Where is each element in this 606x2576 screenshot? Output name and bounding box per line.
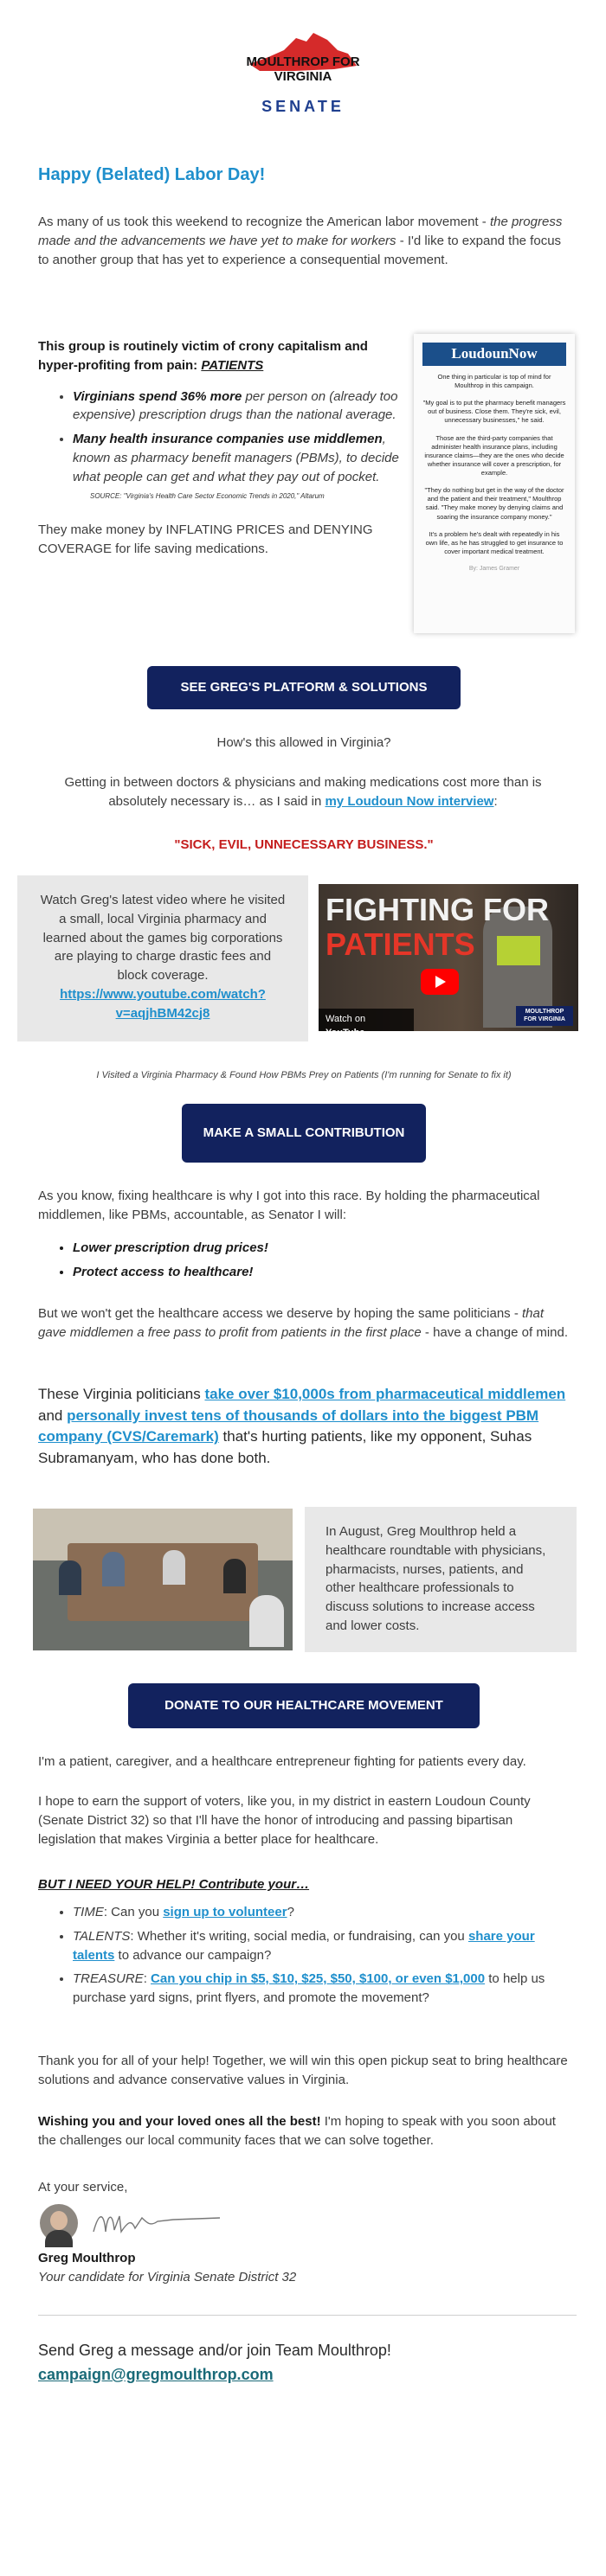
roundtable-text-box	[305, 1507, 577, 1652]
clipping-byline: By: James Gramer	[468, 566, 520, 573]
clipping-quote: "They do nothing but get in the way of the doctor and the patient and their treatment," Moulthrop said. "They make money by denying claims and soaring the insurance company money."	[424, 486, 564, 521]
pbm-investment-link[interactable]: personally invest tens of thousands of dollars into the biggest PBM company (CVS/Caremark)	[38, 1407, 539, 1445]
volunteer-link[interactable]: sign up to volunteer	[163, 1905, 287, 1919]
thumbnail-title-2: PATIENTS	[326, 926, 475, 962]
avatar	[40, 2204, 78, 2242]
chip-in-link[interactable]: Can you chip in $5, $10, $25, $50, $100, or even $1,000	[151, 1971, 486, 1987]
goals-list	[55, 1239, 558, 1287]
video-caption: I Visited a Virginia Pharmacy & Found How PBMs Prey on Patients (I'm running for Senate to fix it)	[96, 1070, 512, 1080]
between-paragraph: Getting in between doctors & physicians and making medications cost more than is absolutely necessary is… as I said in my Loudoun Now interview:	[64, 775, 542, 809]
list-item: • Many health insurance companies use middlemen, known as pharmacy benefit managers (PBMs), to decide what people can get and what they pay out of pocket.	[73, 430, 402, 486]
loudoun-interview-link[interactable]: my Loudoun Now interview	[325, 793, 494, 809]
signoff-title: Your candidate for Virginia Senate District 32	[38, 2270, 297, 2284]
thumbnail-badge: MOULTHROP FOR VIRGINIA	[516, 1006, 573, 1026]
video-description: Watch Greg's latest video where he visited a small, local Virginia pharmacy and learned about the games big corporations are playing to charge drastic fees and block coverage.	[40, 893, 286, 983]
signoff-service: At your service,	[38, 2180, 128, 2195]
source-note: SOURCE: "Virginia's Health Care Sector Economic Trends in 2020," Altarum	[90, 492, 325, 501]
newspaper-clipping	[414, 334, 575, 633]
campaign-logo	[0, 31, 606, 118]
youtube-logo-text: YouTube	[326, 1027, 365, 1038]
footer-text: Send Greg a message and/or join Team Moulthrop!	[38, 2342, 391, 2359]
logo-line1: MOULTHROP FOR	[246, 54, 360, 69]
donate-button[interactable]: DONATE TO OUR HEALTHCARE MOVEMENT	[128, 1683, 480, 1728]
victims-lead: This group is routinely victim of crony capitalism and hyper-profiting from pain: PATIENTS	[38, 339, 368, 373]
platform-button[interactable]: SEE GREG'S PLATFORM & SOLUTIONS	[147, 666, 461, 709]
video-text-box	[17, 875, 308, 1041]
list-item: • Virginians spend 36% more per person on (already too expensive) prescription drugs than the national average.	[73, 388, 402, 426]
but-we-paragraph: But we won't get the healthcare access we deserve by hoping the same politicians - that gave middlemen a free pass to profit from patients in the first place - have a change of mind.	[38, 1306, 569, 1340]
victims-list	[38, 388, 402, 487]
roundtable-description: In August, Greg Moulthrop held a healthcare roundtable with physicians, pharmacists, nurses, patients, and other healthcare professionals to discuss solutions to increase access and lower costs.	[326, 1524, 546, 1633]
list-item: • TALENTS: Whether it's writing, social media, or fundraising, can you share your talents to advance our campaign?	[73, 1927, 570, 1965]
video-link[interactable]: https://www.youtube.com/watch?v=aqjhBM42cj8	[60, 986, 266, 1021]
page-title: Happy (Belated) Labor Day!	[38, 165, 266, 184]
thumbnail-title-1: FIGHTING FOR	[326, 892, 549, 927]
speaker-shirt	[497, 936, 540, 965]
contribution-button[interactable]: MAKE A SMALL CONTRIBUTION	[182, 1104, 426, 1163]
clipping-paragraph: One thing in particular is top of mind for Moulthrop in this campaign.	[437, 372, 551, 390]
clipping-paragraph: It's a problem he's dealt with repeatedly in his own life, as he has struggled to get insurance to cover important medical treatment.	[425, 529, 564, 555]
question-text: How's this allowed in Virginia?	[216, 735, 391, 750]
divider	[38, 2315, 577, 2316]
wishing-paragraph: Wishing you and your loved ones all the best! I'm hoping to speak with you soon about the challenges our local community faces that we can solve together.	[38, 2114, 556, 2148]
video-thumbnail[interactable]	[319, 884, 578, 1038]
list-item: • TIME: Can you sign up to volunteer?	[73, 1903, 570, 1922]
clipping-quote: "My goal is to put the pharmacy benefit managers out of business. Close them. They're sick, evil, unnecessary businesses," he said.	[422, 399, 566, 425]
thanks-paragraph: Thank you for all of your help! Together, we will win this open pickup seat to bring healthcare solutions and advance conservative values in Virginia.	[38, 2054, 568, 2087]
victims-closing: They make money by INFLATING PRICES and DENYING COVERAGE for life saving medications.	[38, 522, 373, 556]
help-heading: BUT I NEED YOUR HELP! Contribute your…	[38, 1877, 310, 1892]
politicians-paragraph: These Virginia politicians take over $10,000s from pharmaceutical middlemen and personally invest tens of thousands of dollars into the biggest PBM company (CVS/Caremark) that's hurting patients, like my opponent, Suhas Subramanyam, who has done both.	[38, 1386, 566, 1466]
signoff-name: Greg Moulthrop	[38, 2251, 136, 2265]
list-item: • TREASURE: Can you chip in $5, $10, $25, $50, $100, or even $1,000 to help us purchase yard signs, print flyers, and promote the movement?	[73, 1970, 570, 2008]
logo-line3: SENATE	[261, 98, 345, 115]
intro-paragraph: As many of us took this weekend to recognize the American labor movement - the progress made and the advancements we have yet to make for workers - I'd like to expand the focus to another group that has yet to experience a consequential movement.	[38, 215, 563, 267]
watch-on-youtube[interactable]: Watch on YouTube	[319, 1009, 414, 1031]
fixing-paragraph: As you know, fixing healthcare is why I got into this race. By holding the pharmaceutical middlemen, like PBMs, accountable, as Senator I will:	[38, 1189, 540, 1222]
clipping-paragraph: Those are the third-party companies that administer health insurance plans, including insurance claims—they are the ones who decide whether insurance will cover a prescription, for example.	[424, 433, 564, 477]
patient-paragraph: I'm a patient, caregiver, and a healthcare entrepreneur fighting for patients every day.	[38, 1754, 526, 1769]
victims-section	[38, 337, 402, 558]
roundtable-photo	[33, 1509, 293, 1650]
help-list	[55, 1903, 570, 2013]
hope-paragraph: I hope to earn the support of voters, like you, in my district in eastern Loudoun County (Senate District 32) so that I'll have the honor of introducing and passing bipartisan legislation that makes Virginia a better place for healthcare.	[38, 1794, 531, 1847]
red-quote: "SICK, EVIL, UNNECESSARY BUSINESS."	[174, 837, 434, 852]
signature-icon	[90, 2206, 229, 2240]
share-talents-link[interactable]: share your talents	[73, 1928, 535, 1963]
pharma-money-link[interactable]: take over $10,000s from pharmaceutical middlemen	[204, 1386, 566, 1402]
list-item: • Protect access to healthcare!	[73, 1263, 558, 1282]
clipping-masthead: LoudounNow	[422, 343, 566, 366]
footer-email-link[interactable]: campaign@gregmoulthrop.com	[38, 2366, 274, 2383]
list-item: • Lower prescription drug prices!	[73, 1239, 558, 1258]
play-button-icon[interactable]	[421, 969, 459, 995]
logo-line2: VIRGINIA	[274, 68, 332, 84]
